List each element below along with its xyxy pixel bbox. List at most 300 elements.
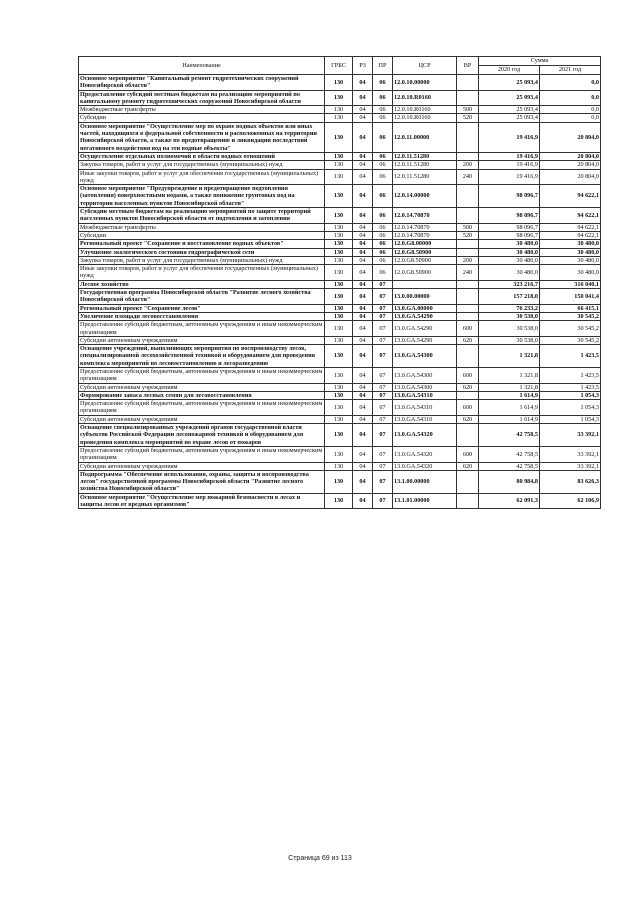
cell-sum-2020: 25 093,4 [479,114,540,122]
cell-sum-2021: 30 480,0 [540,248,601,256]
cell-vr [457,345,479,368]
cell-csr: 12.0.14.70870 [393,231,457,239]
cell-name: Формирование запаса лесных семян для лесовосстановления [79,391,325,399]
cell-csr: 13.0.GA.00000 [393,304,457,312]
cell-vr: 200 [457,161,479,169]
cell-grbs: 130 [325,265,353,281]
cell-rz: 04 [353,424,373,447]
table-row [79,223,601,231]
cell-csr: 13.0.GA.54290 [393,336,457,344]
cell-sum-2020: 323 216,7 [479,280,540,288]
cell-vr: 620 [457,462,479,470]
cell-pr: 07 [373,345,393,368]
cell-sum-2021: 20 804,0 [540,169,601,185]
cell-csr: 13.0.GA.54310 [393,415,457,423]
cell-grbs: 130 [325,312,353,320]
cell-csr: 13.0.GA.54310 [393,391,457,399]
cell-rz: 04 [353,231,373,239]
cell-sum-2020: 42 758,5 [479,446,540,462]
cell-sum-2021: 0,0 [540,114,601,122]
cell-sum-2021: 20 804,0 [540,122,601,152]
cell-sum-2020: 25 093,4 [479,75,540,91]
cell-pr: 07 [373,470,393,493]
cell-pr: 07 [373,446,393,462]
cell-pr: 07 [373,400,393,416]
cell-vr [457,280,479,288]
cell-name: Подпрограмма "Обеспечение использования, охраны, защиты и воспроизводства лесов" государственной программы Новосибирской области "Развитие лесного хозяйства Новосибирской области" [79,470,325,493]
cell-csr: 13.1.00.00000 [393,470,457,493]
cell-rz: 04 [353,122,373,152]
cell-rz: 04 [353,256,373,264]
cell-vr: 600 [457,367,479,383]
cell-vr [457,208,479,224]
cell-vr [457,493,479,509]
cell-vr: 520 [457,231,479,239]
table-row [79,391,601,399]
cell-sum-2020: 30 538,0 [479,312,540,320]
cell-csr: 12.0.10.R0160 [393,114,457,122]
cell-sum-2020: 42 758,5 [479,462,540,470]
cell-rz: 04 [353,280,373,288]
cell-pr: 07 [373,415,393,423]
table-row [79,424,601,447]
cell-sum-2020: 30 480,0 [479,240,540,248]
header-2021: 2021 год [540,66,601,75]
cell-grbs: 130 [325,256,353,264]
table-row [79,462,601,470]
cell-vr [457,424,479,447]
cell-pr: 06 [373,161,393,169]
cell-vr [457,289,479,305]
budget-page [78,56,600,509]
cell-sum-2021: 20 804,0 [540,152,601,160]
cell-csr: 12.0.11.51280 [393,152,457,160]
cell-rz: 04 [353,462,373,470]
cell-sum-2021: 30 545,2 [540,336,601,344]
table-row [79,304,601,312]
cell-vr [457,312,479,320]
cell-csr: 12.0.11.00000 [393,122,457,152]
table-row [79,289,601,305]
header-2020: 2020 год [479,66,540,75]
cell-pr: 06 [373,106,393,114]
cell-vr [457,122,479,152]
cell-sum-2021: 1 054,3 [540,400,601,416]
cell-rz: 04 [353,265,373,281]
cell-sum-2020: 98 096,7 [479,185,540,208]
table-row [79,312,601,320]
cell-name: Закупка товаров, работ и услуг для государственных (муниципальных) нужд [79,161,325,169]
table-row [79,185,601,208]
cell-name: Закупка товаров, работ и услуг для государственных (муниципальных) нужд [79,256,325,264]
cell-rz: 04 [353,391,373,399]
cell-sum-2021: 30 545,2 [540,321,601,337]
table-row [79,240,601,248]
cell-name: Предоставление субсидий местным бюджетам на реализацию мероприятий по капитальному ремонту гидротехнических сооружений Новосибирской области [79,90,325,106]
cell-grbs: 130 [325,152,353,160]
cell-sum-2020: 25 093,4 [479,90,540,106]
cell-csr: 12.0.14.70870 [393,223,457,231]
cell-sum-2020: 30 538,0 [479,336,540,344]
cell-sum-2021: 66 415,1 [540,304,601,312]
table-row [79,280,601,288]
cell-rz: 04 [353,312,373,320]
table-row [79,248,601,256]
cell-vr: 600 [457,321,479,337]
cell-pr: 07 [373,336,393,344]
cell-name: Предоставление субсидий бюджетным, автономным учреждениям и иным некоммерческим организациям [79,400,325,416]
cell-vr: 620 [457,415,479,423]
cell-sum-2020: 1 614,9 [479,400,540,416]
cell-vr: 620 [457,383,479,391]
cell-csr: 13.0.00.00000 [393,289,457,305]
table-body [79,75,601,509]
cell-name: Субсидии автономным учреждениям [79,415,325,423]
cell-sum-2021: 94 622,1 [540,185,601,208]
cell-pr: 06 [373,208,393,224]
cell-name: Субсидии [79,114,325,122]
cell-sum-2020: 19 416,9 [479,169,540,185]
cell-pr: 06 [373,169,393,185]
cell-grbs: 130 [325,90,353,106]
cell-sum-2020: 25 093,4 [479,106,540,114]
cell-sum-2020: 98 096,7 [479,231,540,239]
cell-pr: 06 [373,223,393,231]
header-name: Наименование [79,57,325,75]
cell-sum-2020: 98 096,7 [479,208,540,224]
cell-name: Субсидии местным бюджетам на реализацию мероприятий по защите территорий населенных пунктов Новосибирской области от подтопления и затопления [79,208,325,224]
cell-sum-2021: 30 480,0 [540,240,601,248]
cell-pr: 07 [373,424,393,447]
cell-rz: 04 [353,161,373,169]
cell-vr: 500 [457,223,479,231]
cell-csr [393,280,457,288]
cell-vr [457,391,479,399]
header-grbs: ГРБС [325,57,353,75]
cell-pr: 06 [373,265,393,281]
cell-grbs: 130 [325,493,353,509]
cell-csr: 13.0.GA.54320 [393,446,457,462]
cell-pr: 07 [373,493,393,509]
cell-csr: 12.0.10.R0160 [393,106,457,114]
cell-grbs: 130 [325,446,353,462]
table-row [79,415,601,423]
cell-name: Основное мероприятие "Осуществление мер по охране водных объектов или иных частей, находящихся в федеральной собственности и расположенных на территории Новосибирской области, а также по предотвращению и ликвидации последствий негативного воздействия вод на эти водные объекты" [79,122,325,152]
cell-sum-2021: 316 040,1 [540,280,601,288]
cell-vr [457,304,479,312]
table-row [79,106,601,114]
table-row [79,75,601,91]
cell-sum-2021: 1 054,3 [540,391,601,399]
cell-name: Государственная программа Новосибирской области "Развитие лесного хозяйства Новосибирской области" [79,289,325,305]
cell-csr: 12.0.G8.00000 [393,240,457,248]
cell-pr: 07 [373,391,393,399]
cell-sum-2021: 0,0 [540,90,601,106]
cell-csr: 12.0.G8.50900 [393,248,457,256]
cell-rz: 04 [353,446,373,462]
cell-name: Основное мероприятие "Осуществление мер пожарной безопасности в лесах и защиты лесов от вредных организмов" [79,493,325,509]
cell-csr: 13.0.GA.54300 [393,367,457,383]
cell-sum-2020: 80 984,8 [479,470,540,493]
cell-grbs: 130 [325,248,353,256]
cell-vr [457,152,479,160]
table-row [79,345,601,368]
cell-rz: 04 [353,75,373,91]
cell-grbs: 130 [325,336,353,344]
cell-grbs: 130 [325,470,353,493]
table-row [79,265,601,281]
cell-csr: 13.0.GA.54300 [393,383,457,391]
cell-name: Основное мероприятие "Капитальный ремонт гидротехнических сооружений Новосибирской области" [79,75,325,91]
cell-rz: 04 [353,240,373,248]
cell-sum-2021: 0,0 [540,75,601,91]
cell-rz: 04 [353,367,373,383]
cell-sum-2021: 94 622,1 [540,208,601,224]
cell-sum-2021: 0,0 [540,106,601,114]
cell-name: Осуществление отдельных полномочий в области водных отношений [79,152,325,160]
cell-pr: 06 [373,75,393,91]
cell-grbs: 130 [325,321,353,337]
cell-pr: 06 [373,122,393,152]
cell-name: Предоставление субсидий бюджетным, автономным учреждениям и иным некоммерческим организациям [79,321,325,337]
cell-sum-2020: 76 233,2 [479,304,540,312]
header-vr: ВР [457,57,479,75]
cell-name: Иные закупки товаров, работ и услуг для обеспечения государственных (муниципальных) нужд [79,265,325,281]
cell-rz: 04 [353,185,373,208]
cell-grbs: 130 [325,345,353,368]
cell-rz: 04 [353,415,373,423]
cell-rz: 04 [353,90,373,106]
cell-name: Региональный проект "Сохранение и восстановление водных объектов" [79,240,325,248]
cell-csr: 13.1.01.00000 [393,493,457,509]
cell-sum-2020: 1 321,8 [479,367,540,383]
cell-sum-2021: 94 622,1 [540,231,601,239]
cell-rz: 04 [353,304,373,312]
cell-csr: 12.0.14.00000 [393,185,457,208]
cell-pr: 07 [373,304,393,312]
cell-vr: 240 [457,169,479,185]
cell-vr: 600 [457,400,479,416]
table-row [79,169,601,185]
table-row [79,493,601,509]
cell-name: Улучшение экологического состояния гидрографической сети [79,248,325,256]
cell-vr [457,470,479,493]
cell-sum-2020: 1 321,8 [479,345,540,368]
cell-csr: 13.0.GA.54290 [393,321,457,337]
cell-pr: 06 [373,248,393,256]
cell-grbs: 130 [325,169,353,185]
cell-sum-2020: 42 758,5 [479,424,540,447]
cell-csr: 12.0.G8.50900 [393,265,457,281]
table-row [79,208,601,224]
header-sum: Сумма [479,57,601,66]
table-row [79,336,601,344]
cell-name: Основное мероприятие "Предупреждение и предотвращение подтопления (затопления) поверхностными водами, а также понижение грунтовых вод на территории населенных пунктов Новосибирской области" [79,185,325,208]
cell-rz: 04 [353,152,373,160]
cell-name: Субсидии автономным учреждениям [79,336,325,344]
cell-grbs: 130 [325,280,353,288]
cell-csr: 12.0.G8.50900 [393,256,457,264]
cell-vr: 520 [457,114,479,122]
cell-vr [457,248,479,256]
budget-table [78,56,601,509]
table-row [79,114,601,122]
cell-vr [457,75,479,91]
cell-name: Межбюджетные трансферты [79,223,325,231]
cell-sum-2021: 1 423,5 [540,383,601,391]
page-footer: Страница 69 из 113 [288,855,352,862]
cell-name: Оснащение учреждений, выполняющих мероприятия по воспроизводству лесов, специализированной лесохозяйственной техникой и оборудованием для проведения комплекса мероприятий по лесовосстановлению и лесоразведению [79,345,325,368]
cell-rz: 04 [353,208,373,224]
cell-sum-2021: 1 423,5 [540,367,601,383]
cell-grbs: 130 [325,122,353,152]
cell-sum-2020: 19 416,9 [479,161,540,169]
cell-vr: 200 [457,256,479,264]
cell-name: Субсидии автономным учреждениям [79,383,325,391]
cell-grbs: 130 [325,114,353,122]
table-row [79,152,601,160]
cell-sum-2020: 30 480,0 [479,248,540,256]
cell-csr: 12.0.11.51280 [393,161,457,169]
cell-csr: 13.0.GA.54290 [393,312,457,320]
cell-pr: 07 [373,280,393,288]
cell-rz: 04 [353,169,373,185]
cell-grbs: 130 [325,185,353,208]
cell-rz: 04 [353,223,373,231]
cell-sum-2021: 83 626,3 [540,470,601,493]
table-row [79,161,601,169]
cell-sum-2020: 30 480,0 [479,265,540,281]
cell-grbs: 130 [325,391,353,399]
cell-name: Предоставление субсидий бюджетным, автономным учреждениям и иным некоммерческим организациям [79,367,325,383]
table-row [79,231,601,239]
cell-grbs: 130 [325,75,353,91]
table-row [79,90,601,106]
cell-pr: 06 [373,152,393,160]
cell-sum-2021: 20 804,0 [540,161,601,169]
cell-rz: 04 [353,470,373,493]
header-csr: ЦСР [393,57,457,75]
cell-sum-2020: 30 538,0 [479,321,540,337]
table-row [79,470,601,493]
cell-csr: 12.0.10.00000 [393,75,457,91]
cell-csr: 13.0.GA.54320 [393,424,457,447]
cell-rz: 04 [353,400,373,416]
table-row [79,367,601,383]
cell-csr: 13.0.GA.54320 [393,462,457,470]
cell-pr: 06 [373,240,393,248]
cell-grbs: 130 [325,240,353,248]
table-row [79,122,601,152]
cell-name: Оснащение специализированных учреждений органов государственной власти субъектов Российской Федерации лесопожарной техникой и оборудованием для проведения комплекса мероприятий по охране лесов от пожаров [79,424,325,447]
cell-rz: 04 [353,289,373,305]
cell-rz: 04 [353,383,373,391]
header-pr: ПР [373,57,393,75]
cell-csr: 12.0.10.R0160 [393,90,457,106]
cell-name: Субсидии автономным учреждениям [79,462,325,470]
cell-sum-2020: 62 091,3 [479,493,540,509]
cell-name: Увеличение площади лесовосстановления [79,312,325,320]
cell-sum-2021: 150 041,4 [540,289,601,305]
cell-pr: 07 [373,289,393,305]
cell-grbs: 130 [325,383,353,391]
table-row [79,400,601,416]
cell-grbs: 130 [325,304,353,312]
cell-grbs: 130 [325,415,353,423]
cell-vr [457,240,479,248]
cell-name: Иные закупки товаров, работ и услуг для обеспечения государственных (муниципальных) нужд [79,169,325,185]
cell-grbs: 130 [325,208,353,224]
cell-sum-2021: 1 423,5 [540,345,601,368]
cell-grbs: 130 [325,231,353,239]
cell-rz: 04 [353,345,373,368]
cell-rz: 04 [353,114,373,122]
cell-csr: 13.0.GA.54300 [393,345,457,368]
header-rz: РЗ [353,57,373,75]
cell-pr: 07 [373,462,393,470]
cell-vr: 240 [457,265,479,281]
cell-sum-2020: 19 416,9 [479,152,540,160]
cell-grbs: 130 [325,289,353,305]
cell-sum-2021: 33 392,1 [540,446,601,462]
cell-rz: 04 [353,493,373,509]
cell-sum-2021: 33 392,1 [540,424,601,447]
cell-sum-2020: 157 218,0 [479,289,540,305]
cell-rz: 04 [353,336,373,344]
cell-grbs: 130 [325,223,353,231]
cell-name: Лесное хозяйство [79,280,325,288]
cell-pr: 06 [373,231,393,239]
cell-sum-2020: 1 321,8 [479,383,540,391]
cell-grbs: 130 [325,424,353,447]
cell-pr: 07 [373,312,393,320]
cell-sum-2021: 94 622,1 [540,223,601,231]
cell-sum-2020: 19 416,9 [479,122,540,152]
cell-rz: 04 [353,321,373,337]
cell-pr: 07 [373,383,393,391]
cell-sum-2020: 1 614,9 [479,415,540,423]
cell-name: Региональный проект "Сохранение лесов" [79,304,325,312]
cell-rz: 04 [353,106,373,114]
cell-grbs: 130 [325,462,353,470]
cell-name: Предоставление субсидий бюджетным, автономным учреждениям и иным некоммерческим организациям [79,446,325,462]
cell-vr [457,185,479,208]
cell-name: Межбюджетные трансферты [79,106,325,114]
cell-csr: 12.0.11.51280 [393,169,457,185]
cell-sum-2021: 30 480,0 [540,256,601,264]
table-row [79,256,601,264]
cell-sum-2021: 30 480,0 [540,265,601,281]
cell-sum-2020: 98 096,7 [479,223,540,231]
cell-csr: 13.0.GA.54310 [393,400,457,416]
cell-grbs: 130 [325,161,353,169]
table-row [79,446,601,462]
cell-pr: 06 [373,90,393,106]
cell-sum-2021: 30 545,2 [540,312,601,320]
cell-sum-2021: 33 392,1 [540,462,601,470]
cell-sum-2020: 30 480,0 [479,256,540,264]
cell-vr: 600 [457,446,479,462]
cell-grbs: 130 [325,400,353,416]
cell-vr [457,90,479,106]
cell-grbs: 130 [325,367,353,383]
cell-sum-2021: 1 054,3 [540,415,601,423]
table-row [79,383,601,391]
cell-csr: 12.0.14.70870 [393,208,457,224]
cell-rz: 04 [353,248,373,256]
cell-vr: 500 [457,106,479,114]
cell-pr: 07 [373,367,393,383]
